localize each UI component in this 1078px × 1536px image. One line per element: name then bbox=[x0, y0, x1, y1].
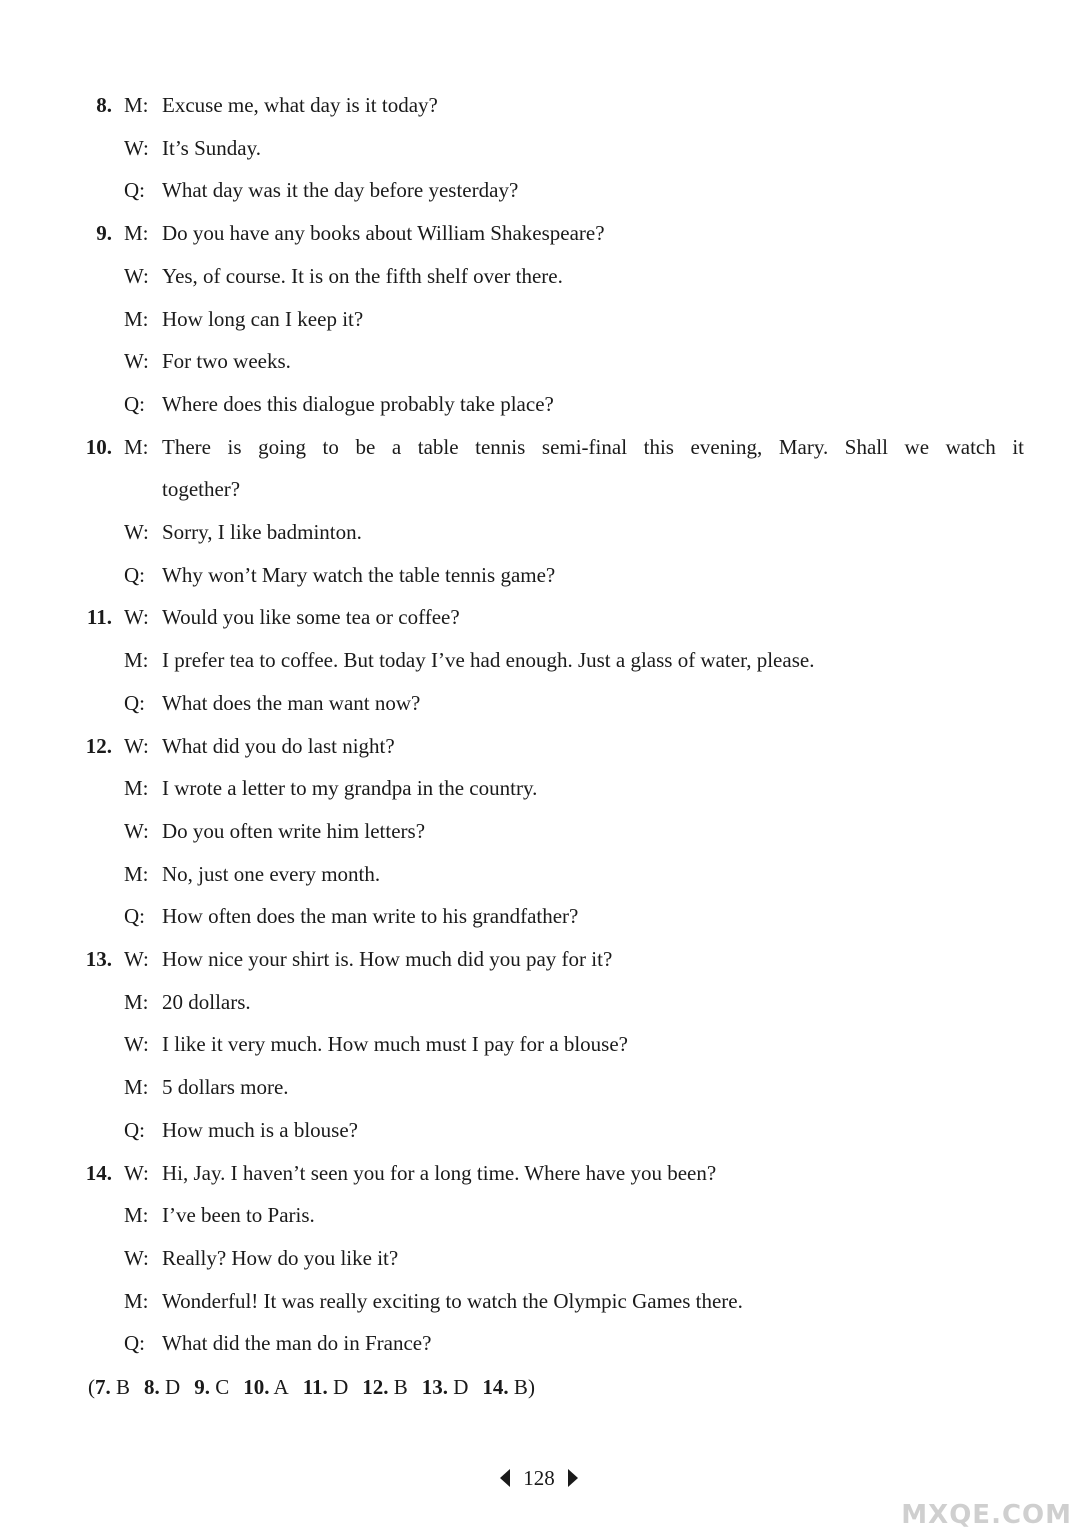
speaker-label: M: bbox=[124, 1203, 149, 1228]
dialogue-text: There is going to be a table tennis semi-final this evening, Mary. Shall we watch it bbox=[162, 434, 1024, 459]
dialogue-text: How much is a blouse? bbox=[162, 1117, 358, 1142]
speaker-label: W: bbox=[124, 605, 149, 630]
dialogue-text: Wonderful! It was really exciting to watch the Olympic Games there. bbox=[162, 1288, 743, 1313]
dialogue-text: What did the man do in France? bbox=[162, 1331, 432, 1356]
dialogue-text: Do you often write him letters? bbox=[162, 818, 426, 843]
dialogue-text: How long can I keep it? bbox=[162, 306, 364, 331]
answer-item bbox=[422, 1374, 469, 1400]
speaker-label: M: bbox=[124, 434, 149, 459]
speaker-label: Q: bbox=[124, 1331, 145, 1356]
speaker-label: Q: bbox=[124, 178, 145, 203]
speaker-label: M: bbox=[124, 221, 149, 246]
speaker-label: W: bbox=[124, 947, 149, 971]
page-footer bbox=[0, 1466, 1078, 1491]
dialogue-text: What does the man want now? bbox=[162, 690, 421, 715]
dialogue-text: Where does this dialogue probably take place? bbox=[162, 391, 554, 416]
page-number: 128 bbox=[523, 1466, 555, 1490]
answer-item bbox=[303, 1374, 349, 1400]
speaker-label: Q: bbox=[124, 391, 145, 416]
dialogue-text: Really? How do you like it? bbox=[162, 1245, 399, 1270]
speaker-label: Q: bbox=[124, 690, 145, 715]
dialogue-text: Why won’t Mary watch the table tennis game? bbox=[162, 562, 556, 587]
answer-letter: D bbox=[327, 1375, 349, 1399]
speaker-label: W: bbox=[124, 349, 149, 374]
dialogue-text: I’ve been to Paris. bbox=[162, 1203, 315, 1228]
answer-letter: A bbox=[269, 1375, 289, 1399]
answer-number: 10. bbox=[243, 1375, 270, 1399]
answer-letter: D bbox=[159, 1375, 181, 1399]
question-number: 12. bbox=[85, 733, 112, 758]
speaker-label: W: bbox=[124, 733, 149, 758]
answer-item bbox=[482, 1374, 528, 1400]
answer-item bbox=[243, 1374, 289, 1400]
speaker-label: M: bbox=[124, 1288, 149, 1313]
dialogue-text: I prefer tea to coffee. But today I’ve had enough. Just a glass of water, please. bbox=[162, 648, 815, 673]
answer-close-paren: ) bbox=[527, 1375, 535, 1399]
answer-open-paren: ( bbox=[88, 1375, 95, 1399]
speaker-label: W: bbox=[124, 1245, 149, 1270]
question-number: 11. bbox=[86, 605, 112, 630]
answer-number: 7. bbox=[95, 1375, 111, 1399]
answer-letter: C bbox=[209, 1375, 230, 1399]
prev-page-icon bbox=[500, 1469, 510, 1487]
question-number: 9. bbox=[96, 221, 112, 246]
dialogue-text: For two weeks. bbox=[162, 349, 291, 374]
question-number: 8. bbox=[96, 93, 112, 117]
dialogue-text: Hi, Jay. I haven’t seen you for a long time. Where have you been? bbox=[162, 1160, 717, 1185]
dialogue-text: I wrote a letter to my grandpa in the country. bbox=[162, 776, 538, 801]
dialogue-text: I like it very much. How much must I pay for a blouse? bbox=[162, 1032, 628, 1057]
question-number: 14. bbox=[85, 1160, 112, 1185]
answer-number: 14. bbox=[482, 1375, 509, 1399]
dialogue-text: Do you have any books about William Shakespeare? bbox=[162, 221, 605, 246]
dialogue-text: Sorry, I like badminton. bbox=[162, 520, 362, 544]
answer-item bbox=[362, 1374, 408, 1400]
speaker-label: M: bbox=[124, 648, 149, 673]
speaker-label: M: bbox=[124, 93, 149, 117]
dialogue-text: 5 dollars more. bbox=[162, 1075, 289, 1100]
speaker-label: W: bbox=[124, 1160, 149, 1185]
dialogue-text: No, just one every month. bbox=[162, 861, 381, 886]
dialogue-text: What did you do last night? bbox=[162, 733, 395, 758]
answer-letter: B bbox=[388, 1375, 408, 1399]
question-number: 10. bbox=[85, 434, 112, 459]
answer-number: 9. bbox=[194, 1375, 210, 1399]
speaker-label: W: bbox=[124, 520, 149, 544]
speaker-label: M: bbox=[124, 989, 149, 1014]
answer-number: 13. bbox=[421, 1375, 448, 1399]
dialogue-text-continued: together? bbox=[162, 477, 241, 502]
answer-number: 12. bbox=[362, 1375, 389, 1399]
dialogue-text: Excuse me, what day is it today? bbox=[162, 93, 438, 117]
answer-letter: D bbox=[448, 1375, 469, 1399]
dialogue-text: How often does the man write to his grandfather? bbox=[162, 904, 579, 929]
answer-letter: B bbox=[110, 1375, 131, 1399]
answer-number: 8. bbox=[144, 1375, 160, 1399]
speaker-label: W: bbox=[124, 263, 149, 288]
speaker-label: W: bbox=[124, 135, 149, 160]
next-page-icon bbox=[568, 1469, 578, 1487]
speaker-label: M: bbox=[124, 1075, 149, 1100]
speaker-label: M: bbox=[124, 306, 149, 331]
dialogue-text: It’s Sunday. bbox=[162, 135, 261, 160]
speaker-label: M: bbox=[124, 861, 149, 886]
answer-number: 11. bbox=[302, 1375, 328, 1399]
dialogue-text: What day was it the day before yesterday? bbox=[162, 178, 519, 203]
answer-item bbox=[95, 1374, 130, 1400]
dialogue-text: Yes, of course. It is on the fifth shelf over there. bbox=[162, 263, 563, 288]
watermark-logo: MXQE.COM bbox=[901, 1500, 1072, 1530]
answer-item bbox=[144, 1374, 180, 1400]
dialogue-text: 20 dollars. bbox=[162, 989, 251, 1014]
answer-item bbox=[194, 1374, 229, 1400]
answer-key bbox=[88, 1374, 535, 1400]
speaker-label: Q: bbox=[124, 904, 145, 929]
question-number: 13. bbox=[85, 947, 112, 971]
speaker-label: W: bbox=[124, 1032, 149, 1057]
speaker-label: Q: bbox=[124, 1117, 145, 1142]
speaker-label: Q: bbox=[124, 562, 145, 587]
speaker-label: M: bbox=[124, 776, 149, 801]
answer-letter: B bbox=[508, 1375, 528, 1399]
dialogue-text: Would you like some tea or coffee? bbox=[162, 605, 460, 630]
dialogue-text: How nice your shirt is. How much did you pay for it? bbox=[162, 947, 613, 971]
speaker-label: W: bbox=[124, 818, 149, 843]
